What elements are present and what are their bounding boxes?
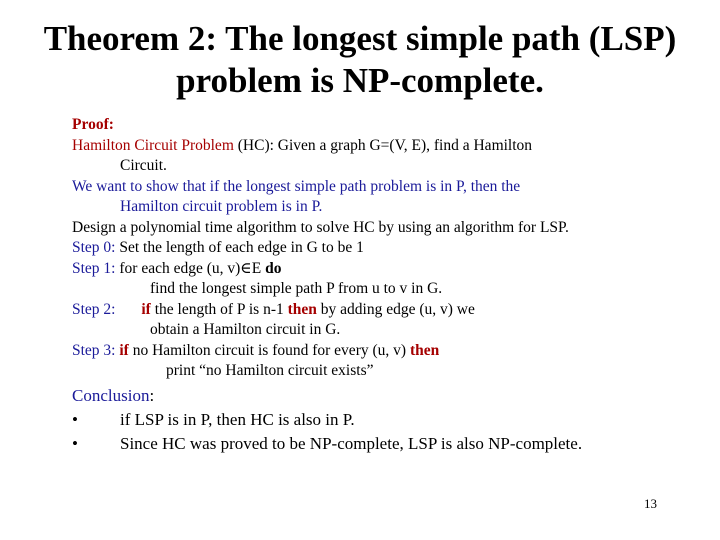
step-3-text: no Hamilton circuit is found for every (u, v) xyxy=(128,341,410,359)
design-line: Design a polynomial time algorithm to solve HC by using an algorithm for LSP. xyxy=(72,218,569,236)
step-3-if-keyword: if xyxy=(119,341,129,359)
conclusion-colon: : xyxy=(149,385,155,405)
step-1-sub: find the longest simple path P from u to v in G. xyxy=(150,280,443,297)
title-line-1: Theorem 2: The longest simple path (LSP) xyxy=(43,19,677,58)
step-3-then-keyword: then xyxy=(409,341,440,359)
step-1-label: Step 1: xyxy=(72,259,116,277)
conclusion-label: Conclusion xyxy=(72,385,150,405)
bullet-1-text: if LSP is in P, then HC is also in P. xyxy=(120,409,355,429)
conclusion-bullet-2 xyxy=(72,432,702,456)
hc-abbrev: (HC): xyxy=(237,136,274,154)
bullet-2-marker: • xyxy=(72,433,78,453)
slide-title xyxy=(0,18,720,102)
proof-label: Proof: xyxy=(72,116,114,133)
hc-term: Hamilton Circuit Problem xyxy=(72,136,234,154)
bullet-2-text: Since HC was proved to be NP-complete, LSP is also NP-complete. xyxy=(120,433,583,453)
step-0-text: Set the length of each edge in G to be 1 xyxy=(115,239,364,256)
title-line-2: problem is NP-complete. xyxy=(176,61,544,100)
step-2-then-keyword: then xyxy=(287,300,317,318)
step-3-sub: print “no Hamilton circuit exists” xyxy=(166,362,374,379)
step-1-do-keyword: do xyxy=(265,259,282,277)
conclusion-bullet-1 xyxy=(72,408,702,432)
conclusion-heading xyxy=(72,384,702,408)
step-2-label: Step 2: xyxy=(72,300,116,318)
step-1-text: for each edge (u, v)∈E xyxy=(115,259,266,277)
step-0-label: Step 0: xyxy=(72,239,116,256)
step-2-if-keyword: if xyxy=(141,300,151,318)
hc-definition-line xyxy=(72,136,702,157)
bullet-1-marker: • xyxy=(72,409,78,429)
step-2-text-b: by adding edge (u, v) we xyxy=(316,300,475,318)
step-1 xyxy=(72,259,702,280)
step-3-label: Step 3: xyxy=(72,341,116,359)
step-3 xyxy=(72,341,702,362)
hc-definition-cont: Circuit. xyxy=(120,157,167,174)
step-2-text-a: the length of P is n-1 xyxy=(150,300,288,318)
goal-line-cont: Hamilton circuit problem is in P. xyxy=(120,198,323,215)
page-number: 13 xyxy=(644,496,657,511)
proof-label-line xyxy=(72,115,702,136)
step-0 xyxy=(72,238,702,259)
slide-body xyxy=(72,115,702,456)
hc-description: Given a graph G=(V, E), find a Hamilton xyxy=(273,136,533,154)
goal-line: We want to show that if the longest simple path problem is in P, then the xyxy=(72,177,521,195)
step-2-sub: obtain a Hamilton circuit in G. xyxy=(150,321,341,338)
step-2 xyxy=(72,300,702,321)
